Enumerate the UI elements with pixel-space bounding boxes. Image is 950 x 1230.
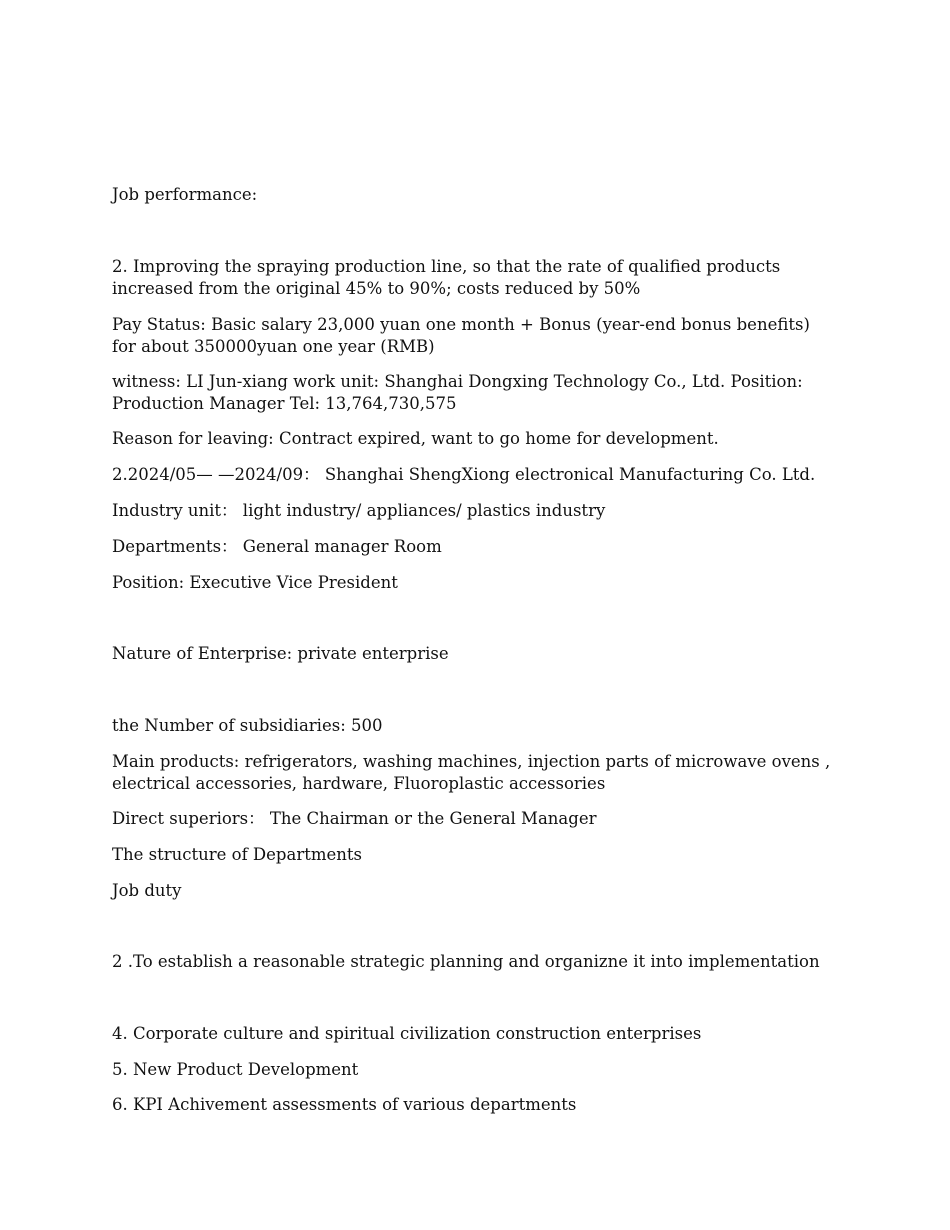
department-structure: The structure of Departments — [112, 845, 362, 864]
position: Position: Executive Vice President — [112, 573, 398, 592]
duty-item-5: 5. New Product Development — [112, 1060, 359, 1079]
job-performance-heading: Job performance: — [112, 185, 258, 204]
witness: witness: LI Jun-xiang work unit: Shanghai Dongxing Technology Co., Ltd. Position: Production Manager Tel: 13,764,730,575 — [112, 372, 803, 413]
duty-item-4: 4. Corporate culture and spiritual civilization construction enterprises — [112, 1024, 702, 1043]
direct-superiors: Direct superiors： The Chairman or the General Manager — [112, 809, 597, 828]
departments: Departments： General manager Room — [112, 537, 442, 556]
reason-for-leaving: Reason for leaving: Contract expired, want to go home for development. — [112, 429, 719, 448]
number-of-subsidiaries: the Number of subsidiaries: 500 — [112, 716, 383, 735]
performance-item-2: 2. Improving the spraying production line, so that the rate of qualified products increased from the original 45% to 90%; costs reduced by 50% — [112, 257, 781, 298]
pay-status: Pay Status: Basic salary 23,000 yuan one month + Bonus (year-end bonus benefits) for about 350000yuan one year (RMB) — [112, 315, 810, 356]
employment-period: 2.2024/05— —2024/09： Shanghai ShengXiong electronical Manufacturing Co. Ltd. — [112, 465, 816, 484]
nature-of-enterprise: Nature of Enterprise: private enterprise — [112, 644, 449, 663]
job-duty-heading: Job duty — [112, 881, 182, 900]
industry-unit: Industry unit： light industry/ appliances/ plastics industry — [112, 501, 606, 520]
duty-item-6: 6. KPI Achivement assessments of various departments — [112, 1095, 577, 1114]
duty-item-2: 2 .To establish a reasonable strategic planning and organizne it into implementation — [112, 952, 820, 971]
main-products: Main products: refrigerators, washing machines, injection parts of microwave ovens , electrical accessories, hardware, Fluoroplastic accessories — [112, 752, 831, 793]
